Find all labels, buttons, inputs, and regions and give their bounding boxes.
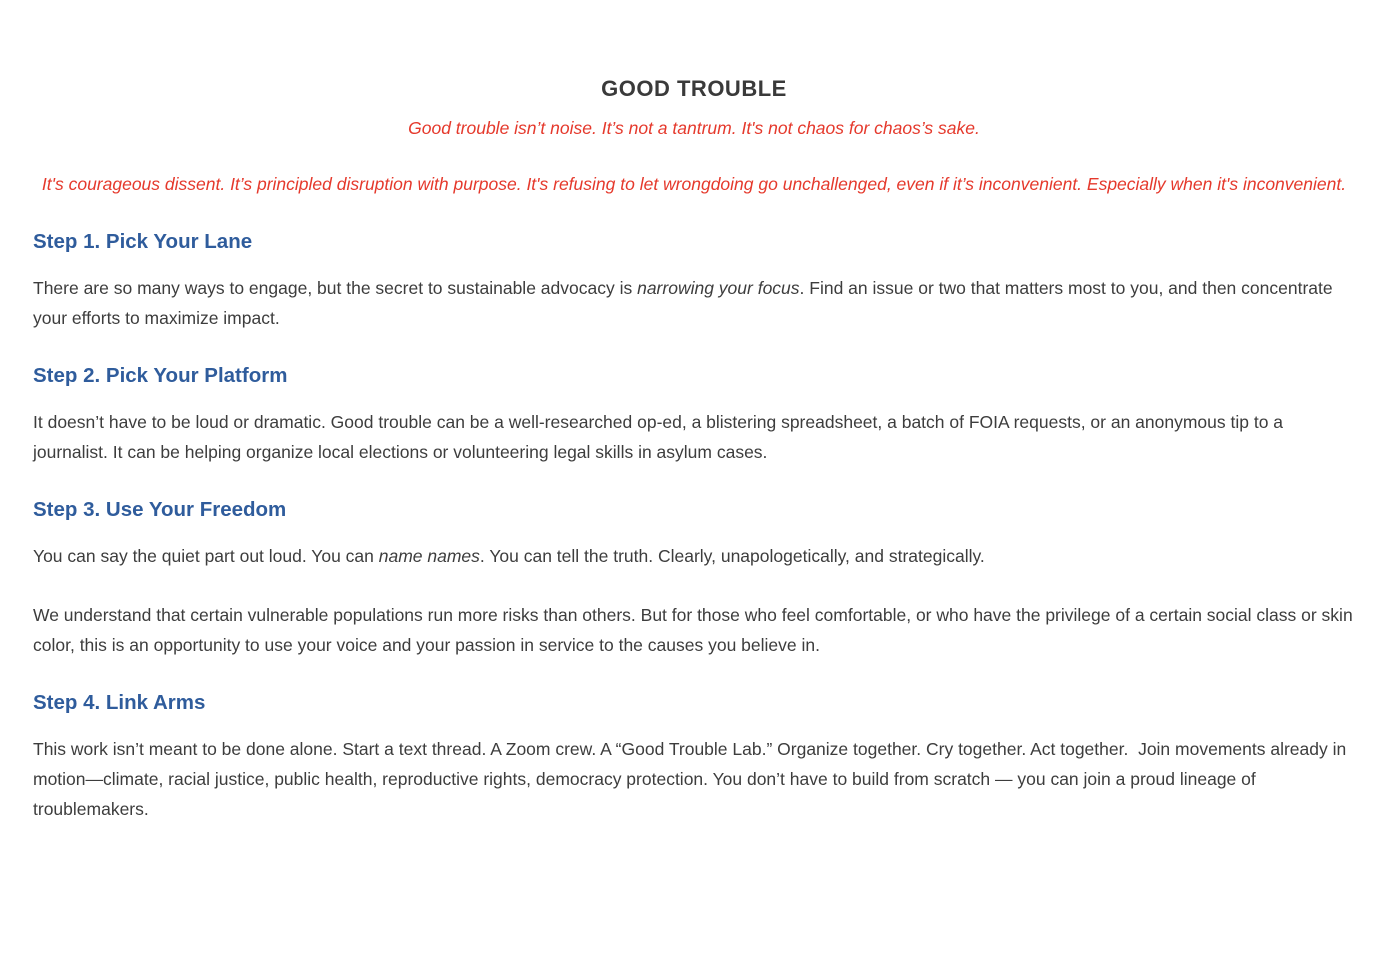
step-3-paragraph-2 [33,600,1358,660]
text-run: There are so many ways to engage, but the secret to sustainable advocacy is [33,278,638,298]
step-3-paragraph-1 [33,541,1355,571]
step-1-heading: Step 1. Pick Your Lane [33,230,253,253]
document-title: GOOD TROUBLE [601,76,787,101]
step-2-heading: Step 2. Pick Your Platform [33,364,288,387]
text-run: You can say the quiet part out loud. You can [33,546,379,566]
section-step-3 [33,495,1358,660]
text-run: . Find an issue or two that matters most to you, and then concentrate your efforts to maximize impact. [33,278,1338,328]
text-run: This work isn’t meant to be done alone. Start a text thread. A Zoom crew. A “Good Trouble Lab.” Organize together. Cry together. Act together. Join movements already in motion—climate, racial justice, public health, reproductive rights, democracy protection. You don’t have to build from scratch — you can join a proud lineage of troublemakers. [33,739,1352,819]
text-run: . You can tell the truth. Clearly, unapologetically, and strategically. [479,546,985,566]
step-2-paragraph-1 [33,407,1355,467]
step-4-paragraph-1 [33,734,1355,824]
intro-line-1: Good trouble isn’t noise. It’s not a tantrum. It's not chaos for chaos’s sake. [408,118,980,138]
section-step-1 [33,227,1355,333]
step-3-heading: Step 3. Use Your Freedom [33,498,287,521]
section-step-2 [33,361,1355,467]
text-run-italic: narrowing your focus [637,278,800,298]
section-step-4 [33,688,1355,824]
step-4-heading: Step 4. Link Arms [33,691,206,714]
text-run-italic: name names [378,546,480,566]
text-run: It doesn’t have to be loud or dramatic. Good trouble can be a well-researched op-ed, a blistering spreadsheet, a batch of FOIA requests, or an anonymous tip to a journalist. It can be helping organize local elections or volunteering legal skills in asylum cases. [33,412,1288,462]
intro-line-2: It's courageous dissent. It’s principled disruption with purpose. It's refusing to let wrongdoing go unchallenged, even if it’s inconvenient. Especially when it's inconvenient. [41,174,1347,194]
text-run: We understand that certain vulnerable populations run more risks than others. But for those who feel comfortable, or who have the privilege of a certain social class or skin color, this is an opportunity to use your voice and your passion in service to the causes you believe in. [33,605,1358,655]
step-1-paragraph-1 [33,273,1355,333]
